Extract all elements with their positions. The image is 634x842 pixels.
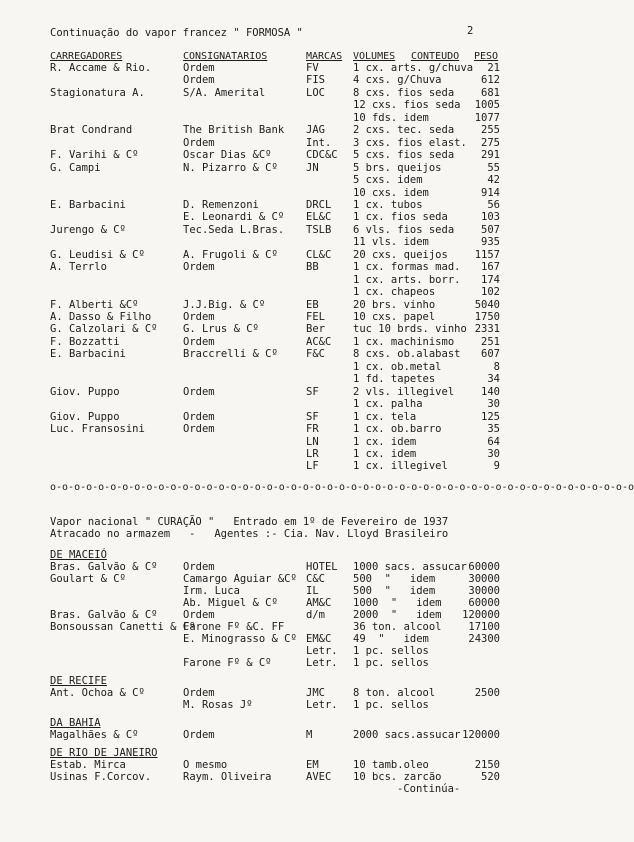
cell-c2: Ordem xyxy=(183,423,215,436)
cell-c3: CDC&C xyxy=(306,149,338,162)
cell-c3: Letr. xyxy=(306,699,338,711)
cell-c2: E. Minograsso & Cº xyxy=(183,633,297,645)
cell-c2: Farone Fº &C. FF xyxy=(183,621,285,633)
cell-c4: 1 pc. sellos xyxy=(353,657,429,669)
cell-c3: M xyxy=(306,729,313,741)
cell-c2: Braccrelli & Cº xyxy=(183,348,278,361)
cell-c5: 520 xyxy=(481,771,500,783)
header-marcas: MARCAS xyxy=(306,51,343,62)
cell-c1: Bonsoussan Canetti & Cº xyxy=(50,621,196,633)
cell-c3: DRCL xyxy=(306,198,332,211)
cell-c5: 55 xyxy=(487,161,500,174)
cell-c1: A. Dasso & Filho xyxy=(50,311,152,323)
cell-c4: 10 tamb.oleo xyxy=(353,759,429,771)
cell-c5: 1750 xyxy=(474,311,500,323)
cell-c3: FR xyxy=(306,423,319,436)
cell-c3: FIS xyxy=(306,74,325,87)
cell-c3: BB xyxy=(306,261,319,274)
cell-c5: 914 xyxy=(481,186,500,199)
cell-c1: G. Campi xyxy=(50,161,101,174)
cell-c3: Letr. xyxy=(306,645,338,657)
cell-c4: 1 cx. fios seda xyxy=(353,211,448,224)
cell-c4: 1 cx. palha xyxy=(353,398,423,411)
page-number: 2 xyxy=(467,25,474,37)
cell-c4: 1 pc. sellos xyxy=(353,699,429,711)
cell-c4: 1 cx. tela xyxy=(353,410,417,423)
cell-c3: EM xyxy=(306,759,319,771)
header-conteudo: CONTEUDO xyxy=(411,51,460,62)
cell-c2: Ordem xyxy=(183,385,215,398)
cell-c5: 30 xyxy=(487,398,500,411)
cell-c2: Oscar Dias &Cº xyxy=(183,149,272,162)
cell-c2: Irm. Luca xyxy=(183,585,240,597)
cell-c5: 17100 xyxy=(468,621,500,633)
cell-c2: Ordem xyxy=(183,561,215,573)
cell-c4: 11 vls. idem xyxy=(353,236,429,249)
cell-c1: Magalhães & Cº xyxy=(50,729,139,741)
cell-c1: Goulart & Cº xyxy=(50,573,126,585)
cell-c5: 1157 xyxy=(474,248,500,261)
cell-c1: Jurengo & Cº xyxy=(50,223,126,236)
cell-c4: 2 vls. illegivel xyxy=(353,385,455,398)
cell-c1: E. Barbacini xyxy=(50,348,126,361)
cell-c4: 2 cxs. tec. seda xyxy=(353,124,455,137)
cell-c3: LN xyxy=(306,435,319,448)
cell-c3: FEL xyxy=(306,311,325,323)
cell-c3: AC&C xyxy=(306,335,332,348)
cell-c5: 2150 xyxy=(474,759,500,771)
cell-c2: M. Rosas Jº xyxy=(183,699,253,711)
separator-line: o-o-o-o-o-o-o-o-o-o-o-o-o-o-o-o-o-o-o-o-o-o-o-o-o-o-o-o-o-o-o-o-o-o-o-o-o-o-o-o-o-o-o-o-o-o-o-o-o xyxy=(50,482,634,493)
cell-c4: 1 cx. chapeos xyxy=(353,286,436,299)
cell-c1: Luc. Fransosini xyxy=(50,423,145,436)
cell-c5: 102 xyxy=(481,286,500,299)
cell-c4: 20 brs. vinho xyxy=(353,298,436,311)
port-heading: DE RECIFE xyxy=(50,675,107,687)
cell-c1: Usinas F.Corcov. xyxy=(50,771,152,783)
cell-c1: F. Alberti &Cº xyxy=(50,298,139,311)
cell-c5: 60000 xyxy=(468,597,500,609)
cell-c4: 2000 " idem xyxy=(353,609,442,621)
cell-c4: 1000 sacs. assucar xyxy=(353,561,467,573)
cell-c3: EB xyxy=(306,298,319,311)
page-heading: Continuação do vapor francez " FORMOSA " xyxy=(50,27,303,39)
port-heading: DA BAHIA xyxy=(50,717,101,729)
cell-c5: 2500 xyxy=(474,687,500,699)
cell-c3: TSLB xyxy=(306,223,332,236)
cell-c4: 1 cx. arts. borr. xyxy=(353,273,461,286)
cell-c3: SF xyxy=(306,410,319,423)
cell-c1: E. Barbacini xyxy=(50,198,126,211)
cell-c2: S/A. Amerital xyxy=(183,86,266,99)
cell-c5: 30000 xyxy=(468,585,500,597)
cell-c4: tuc 10 brds. vinho xyxy=(353,323,467,336)
cell-c4: 49 " idem xyxy=(353,633,429,645)
cell-c2: J.J.Big. & Cº xyxy=(183,298,266,311)
cell-c2: Farone Fº & Cº xyxy=(183,657,272,669)
cell-c3: JN xyxy=(306,161,319,174)
cell-c1: Bras. Galvão & Cº xyxy=(50,561,158,573)
cell-c3: d/m xyxy=(306,609,325,621)
cell-c4: 4 cxs. g/Chuva xyxy=(353,74,442,87)
cell-c5: 120000 xyxy=(462,729,500,741)
cell-c5: 64 xyxy=(487,435,500,448)
cell-c4: 1 cx. idem xyxy=(353,435,417,448)
header-carregadores: CARREGADORES xyxy=(50,51,123,62)
cell-c2: Ordem xyxy=(183,609,215,621)
cell-c5: 8 xyxy=(493,360,500,373)
cell-c3: Letr. xyxy=(306,657,338,669)
cell-c4: 5 brs. queijos xyxy=(353,161,442,174)
cell-c5: 612 xyxy=(481,74,500,87)
cell-c1: F. Bozzatti xyxy=(50,335,120,348)
cell-c1: A. Terrlo xyxy=(50,261,107,274)
cell-c4: 1 cx. formas mad. xyxy=(353,261,461,274)
cell-c3: LOC xyxy=(306,86,325,99)
cell-c5: 30 xyxy=(487,447,500,460)
cell-c3: F&C xyxy=(306,348,325,361)
cell-c4: 1 cx. idem xyxy=(353,447,417,460)
cell-c4: 8 ton. alcool xyxy=(353,687,436,699)
cell-c4: 1 cx. arts. g/chuva xyxy=(353,62,474,74)
cell-c2: Ordem xyxy=(183,729,215,741)
cell-c4: 3 cxs. fios elast. xyxy=(353,136,467,149)
cell-c2: Ordem xyxy=(183,335,215,348)
cell-c5: 60000 xyxy=(468,561,500,573)
cell-c5: 140 xyxy=(481,385,500,398)
cell-c5: 42 xyxy=(487,174,500,187)
cell-c5: 174 xyxy=(481,273,500,286)
cell-c5: 103 xyxy=(481,211,500,224)
cell-c2: Camargo Aguiar &Cº xyxy=(183,573,297,585)
cell-c3: Ber xyxy=(306,323,325,336)
cell-c2: O mesmo xyxy=(183,759,228,771)
header-volumes: VOLUMES xyxy=(353,51,396,62)
cell-c2: N. Pizarro & Cº xyxy=(183,161,278,174)
cell-c5: 1077 xyxy=(474,111,500,124)
header-peso: PESO xyxy=(474,51,499,62)
cell-c5: 1005 xyxy=(474,99,500,112)
cell-c5: 507 xyxy=(481,223,500,236)
cell-c2: Raym. Oliveira xyxy=(183,771,272,783)
cell-c1: Stagionatura A. xyxy=(50,86,145,99)
cell-c4: 1 cx. ob.barro xyxy=(353,423,442,436)
cell-c5: 56 xyxy=(487,198,500,211)
cell-c4: 500 " idem xyxy=(353,573,436,585)
cell-c4: 2000 sacs.assucar xyxy=(353,729,461,741)
cell-c3: C&C xyxy=(306,573,325,585)
port-heading: DE MACEIÓ xyxy=(50,549,107,561)
cell-c5: 9 xyxy=(493,460,500,473)
cell-c2: Ordem xyxy=(183,136,215,149)
cell-c1: Brat Condrand xyxy=(50,124,133,137)
cell-c1: G. Calzolari & Cº xyxy=(50,323,158,336)
cell-c5: 34 xyxy=(487,373,500,386)
cell-c1: G. Leudisi & Cº xyxy=(50,248,145,261)
cell-c1: F. Varihi & Cº xyxy=(50,149,139,162)
cell-c5: 125 xyxy=(481,410,500,423)
vapor-line: Vapor nacional " CURAÇÃO " Entrado em 1º de Fevereiro de 1937 xyxy=(50,516,449,528)
cell-c5: 275 xyxy=(481,136,500,149)
cell-c3: EM&C xyxy=(306,633,332,645)
cell-c1: Ant. Ochoa & Cº xyxy=(50,687,145,699)
cell-c2: Ab. Miguel & Cº xyxy=(183,597,278,609)
cell-c4: 8 cxs. fios seda xyxy=(353,86,455,99)
cell-c5: 24300 xyxy=(468,633,500,645)
cell-c4: 1 cx. illegivel xyxy=(353,460,448,473)
port-heading: DE RIO DE JANEIRO xyxy=(50,747,158,759)
cell-c5: 120000 xyxy=(462,609,500,621)
cell-c3: AVEC xyxy=(306,771,332,783)
cell-c4: 1000 " idem xyxy=(353,597,442,609)
cell-c1: R. Accame & Rio. xyxy=(50,62,152,74)
cell-c2: Ordem xyxy=(183,410,215,423)
cell-c5: 21 xyxy=(487,62,500,74)
cell-c1: Estab. Mirca xyxy=(50,759,126,771)
cell-c3: IL xyxy=(306,585,319,597)
cell-c4: 1 cx. tubos xyxy=(353,198,423,211)
cell-c4: 12 cxs. fios seda xyxy=(353,99,461,112)
cell-c4: 20 cxs. queijos xyxy=(353,248,448,261)
cell-c5: 607 xyxy=(481,348,500,361)
cell-c3: LR xyxy=(306,447,319,460)
cell-c4: 8 cxs. ob.alabast xyxy=(353,348,461,361)
cell-c2: Tec.Seda L.Bras. xyxy=(183,223,285,236)
header-consignatarios: CONSIGNATARIOS xyxy=(183,51,268,62)
cell-c4: 6 vls. fios seda xyxy=(353,223,455,236)
cell-c4: 1 cx. machinismo xyxy=(353,335,455,348)
cell-c3: HOTEL xyxy=(306,561,338,573)
cell-c4: 10 fds. idem xyxy=(353,111,429,124)
cell-c5: 255 xyxy=(481,124,500,137)
cell-c3: LF xyxy=(306,460,319,473)
cell-c1: Giov. Puppo xyxy=(50,410,120,423)
cell-c5: 935 xyxy=(481,236,500,249)
cell-c4: 500 " idem xyxy=(353,585,436,597)
cell-c5: 5040 xyxy=(474,298,500,311)
cell-c4: 10 cxs. idem xyxy=(353,186,429,199)
cell-c2: E. Leonardi & Cº xyxy=(183,211,285,224)
cell-c3: EL&C xyxy=(306,211,332,224)
cell-c5: 35 xyxy=(487,423,500,436)
cell-c2: G. Lrus & Cº xyxy=(183,323,259,336)
cell-c2: Ordem xyxy=(183,261,215,274)
cell-c4: 1 pc. sellos xyxy=(353,645,429,657)
cell-c2: D. Remenzoni xyxy=(183,198,259,211)
cell-c5: 291 xyxy=(481,149,500,162)
cell-c3: JMC xyxy=(306,687,325,699)
cell-c5: 681 xyxy=(481,86,500,99)
cell-c3: FV xyxy=(306,62,319,74)
cell-c5: 2331 xyxy=(474,323,500,336)
cell-c4: 10 cxs. papel xyxy=(353,311,436,323)
cell-c5: 251 xyxy=(481,335,500,348)
cell-c1: Bras. Galvão & Cº xyxy=(50,609,158,621)
cell-c1: Giov. Puppo xyxy=(50,385,120,398)
cell-c4: 5 cxs. idem xyxy=(353,174,423,187)
cell-c4: 36 ton. alcool xyxy=(353,621,442,633)
cell-c4: 1 cx. ob.metal xyxy=(353,360,442,373)
cell-c4: 10 bcs. zarcão xyxy=(353,771,442,783)
cell-c2: Ordem xyxy=(183,62,215,74)
cell-c4: 5 cxs. fios seda xyxy=(353,149,455,162)
cell-c3: CL&C xyxy=(306,248,332,261)
cell-c3: AM&C xyxy=(306,597,332,609)
cell-c3: JAG xyxy=(306,124,325,137)
cell-c2: Ordem xyxy=(183,687,215,699)
cell-c5: 167 xyxy=(481,261,500,274)
cell-c5: 30000 xyxy=(468,573,500,585)
atracado-line: Atracado no armazem - Agentes :- Cia. Nav. Lloyd Brasileiro xyxy=(50,528,449,540)
cell-c4: 1 fd. tapetes xyxy=(353,373,436,386)
cell-c2: The British Bank xyxy=(183,124,285,137)
cell-c2: A. Frugoli & Cº xyxy=(183,248,278,261)
cell-c2: Ordem xyxy=(183,74,215,87)
continua-note: -Continúa- xyxy=(397,783,461,795)
cell-c3: Int. xyxy=(306,136,332,149)
cell-c2: Ordem xyxy=(183,311,215,323)
cell-c3: SF xyxy=(306,385,319,398)
